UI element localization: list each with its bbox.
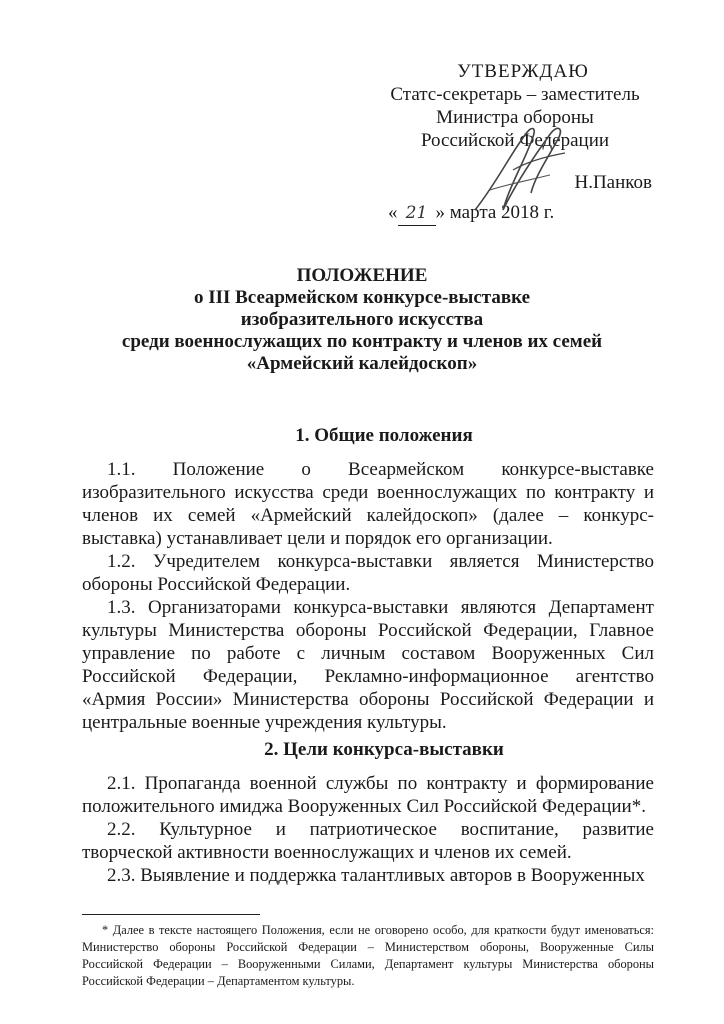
section-1-title: 1. Общие положения — [295, 425, 473, 446]
approval-signatory: Н.Панков — [574, 172, 652, 193]
section-2-title: 2. Цели конкурса-выставки — [264, 739, 504, 760]
paragraph-2-3: 2.3. Выявление и поддержка талантливых авторов в Вооруженных — [107, 865, 645, 886]
heading-line3: среди военнослужащих по контракту и членов их семей — [121, 331, 603, 352]
heading-line4: «Армейский калейдоскоп» — [246, 353, 478, 374]
date-month-year: » марта 2018 г. — [435, 202, 555, 223]
approval-title: УТВЕРЖДАЮ — [457, 61, 589, 82]
heading-title: ПОЛОЖЕНИЕ — [296, 265, 428, 286]
paragraph-1-3: 1.3. Организаторами конкурса-выставки являются Департамент культуры Министерства обороны Российской Федерации, Главное управление по работе с личным составом Вооруженных Сил Российской Федерации, Рекламно-информационное агентство «Армия России» Министерства обороны Российской Федерации и центральные военные учреждения культуры. — [82, 597, 654, 733]
paragraph-1-2: 1.2. Учредителем конкурса-выставки является Министерство обороны Российской Федерации. — [82, 551, 654, 595]
section-2-body — [82, 772, 654, 887]
footnote-divider — [82, 914, 260, 915]
approval-position-line1: Статс-секретарь – заместитель — [390, 84, 640, 105]
date-open-quote: « — [388, 202, 398, 223]
paragraph-2-1: 2.1. Пропаганда военной службы по контракту и формирование положительного имиджа Вооруженных Сил Российской Федерации*. — [82, 773, 654, 817]
section-1-body — [82, 458, 654, 734]
heading-line1: о III Всеармейском конкурсе-выставке — [193, 287, 531, 308]
handwritten-signature — [455, 115, 595, 225]
approval-position-line3: Российской Федерации — [420, 130, 610, 151]
approval-position-line2: Министра обороны — [436, 107, 594, 128]
paragraph-2-2: 2.2. Культурное и патриотическое воспитание, развитие творческой активности военнослужащих и членов их семей. — [82, 819, 654, 863]
footnote: * Далее в тексте настоящего Положения, если не оговорено особо, для краткости будут именоваться: Министерство обороны Российской Федерации – Министерством обороны, Вооруженные Силы Российской Федерации – Вооруженными Силами, Департамент культуры Министерства обороны Российской Федерации – Департаментом культуры. — [82, 923, 654, 988]
paragraph-1-1: 1.1. Положение о Всеармейском конкурсе-выставке изобразительного искусства среди военнослужащих по контракту и членов их семей «Армейский калейдоскоп» (далее – конкурс-выставка) устанавливает цели и порядок его организации. — [82, 459, 654, 549]
document-heading — [60, 265, 664, 375]
date-day-handwritten: 21 — [398, 202, 436, 226]
heading-line2: изобразительного искусства — [240, 309, 484, 330]
